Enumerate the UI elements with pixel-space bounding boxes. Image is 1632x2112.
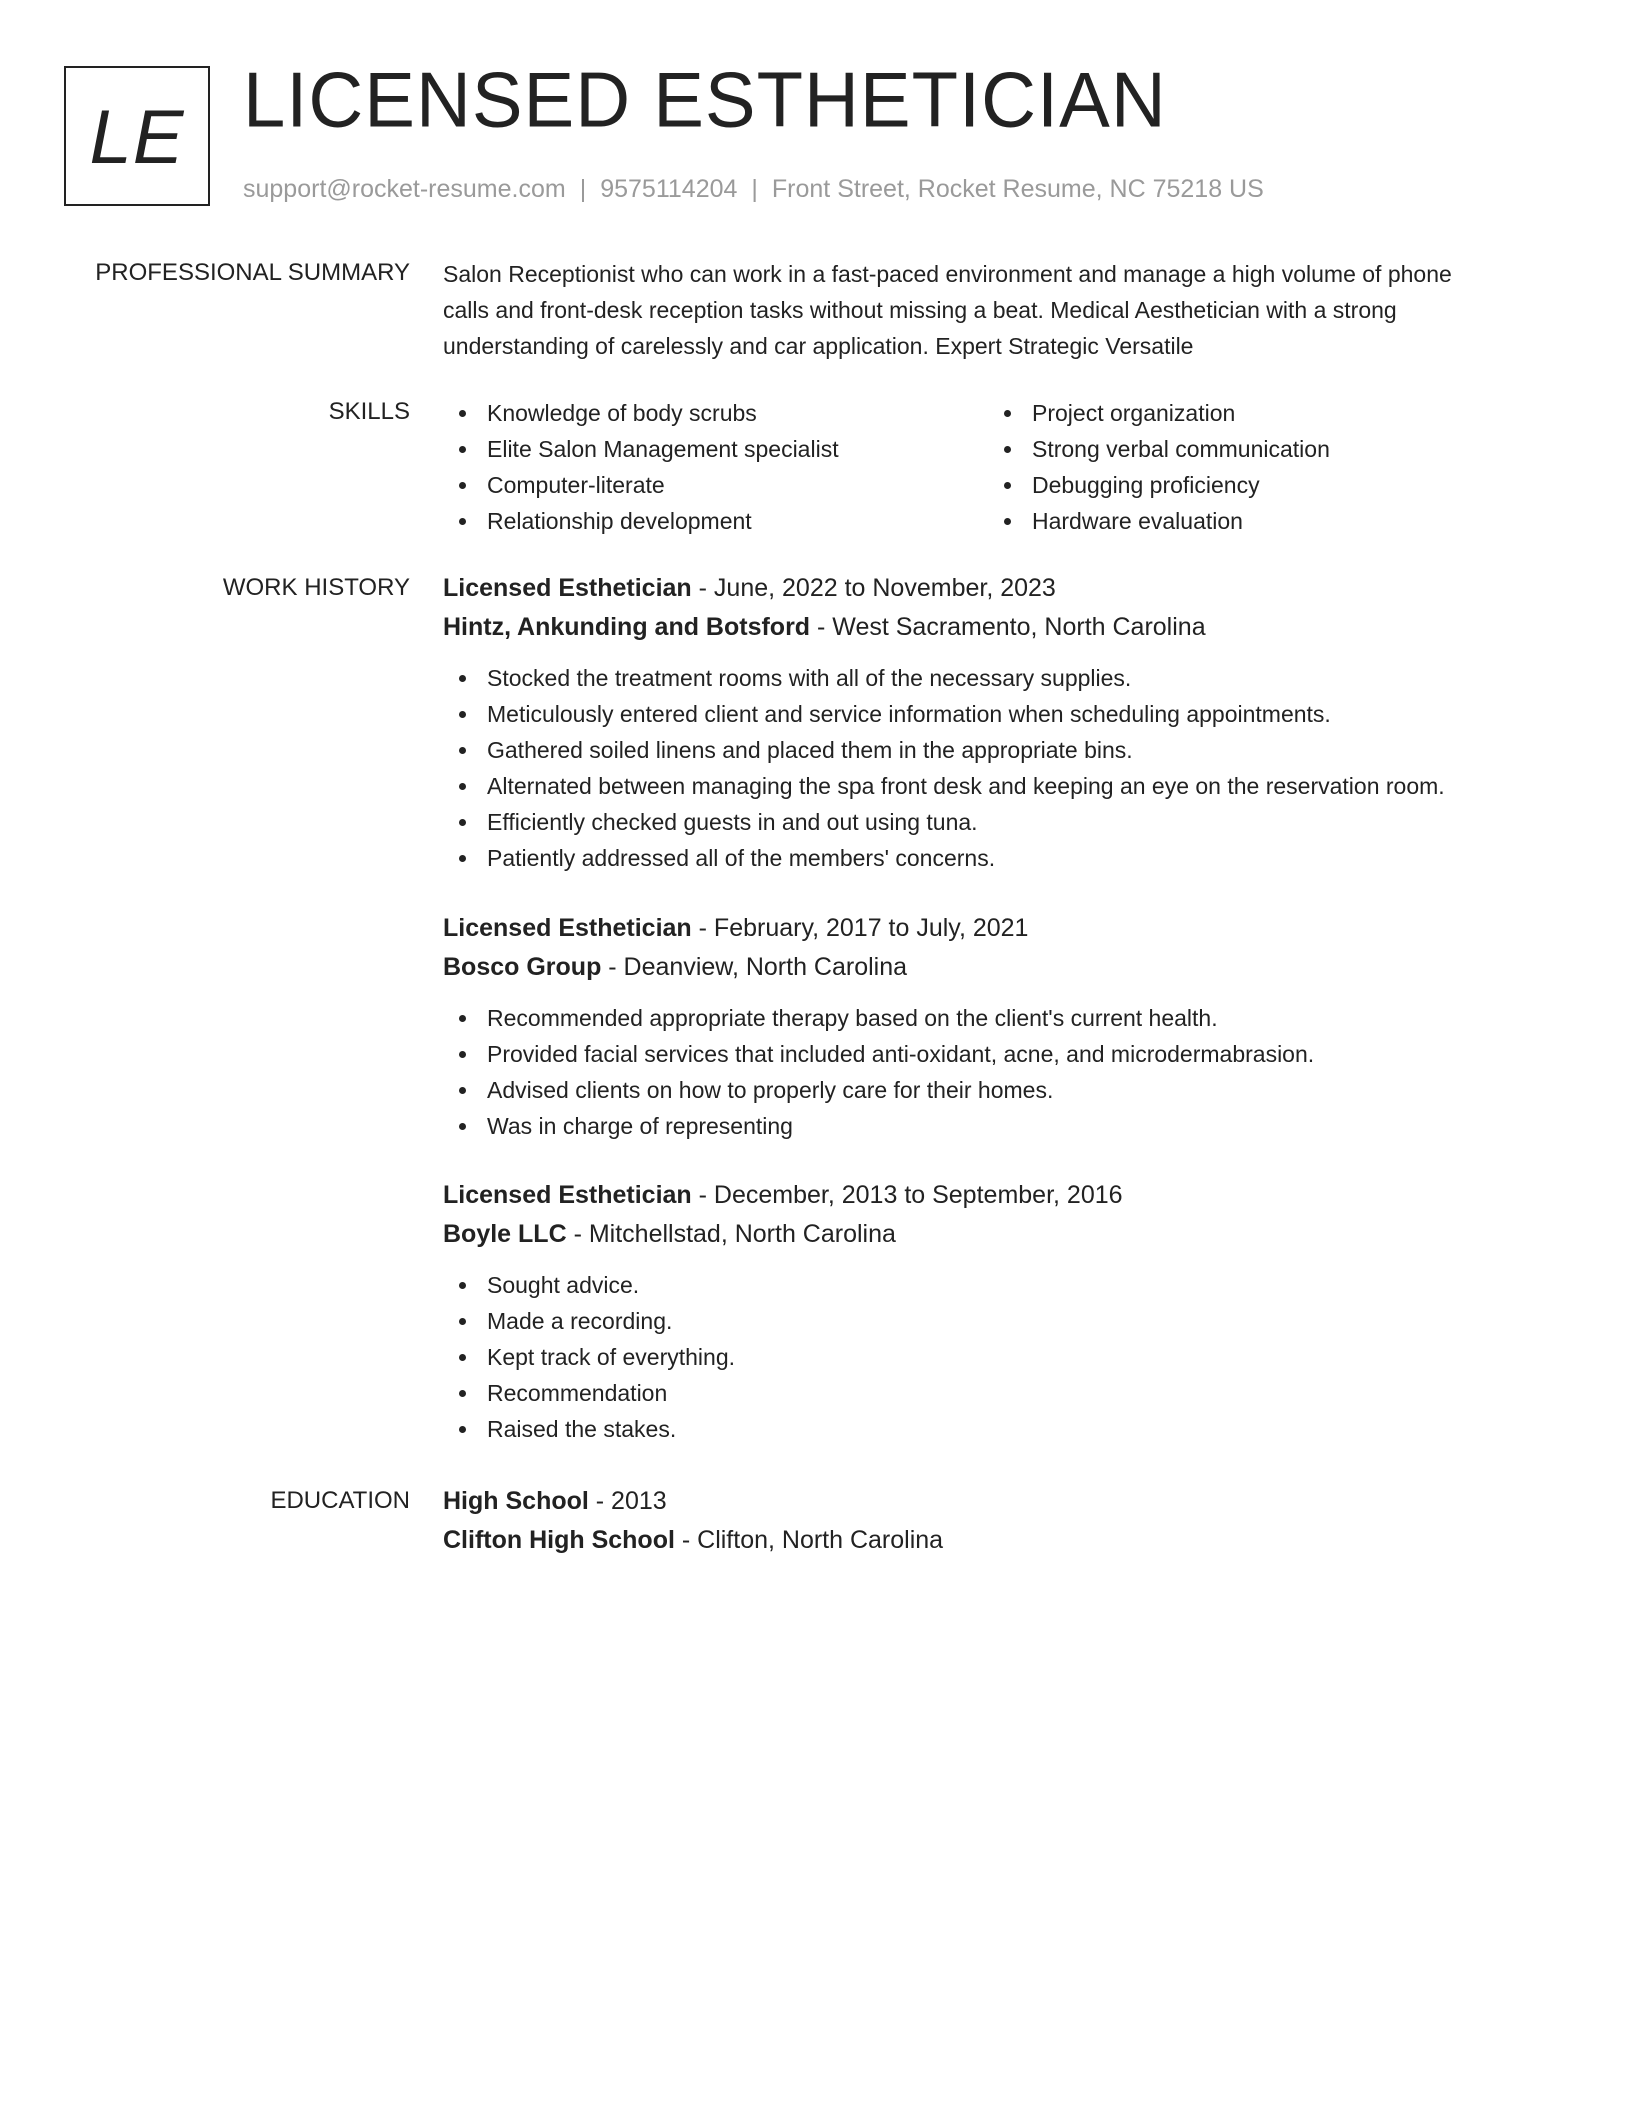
job-bullet: Gathered soiled linens and placed them in the appropriate bins. xyxy=(443,732,1533,768)
skills-content xyxy=(443,395,1533,539)
job-bullets xyxy=(443,1000,1533,1144)
education-entry xyxy=(443,1482,1533,1559)
job-company: Hintz, Ankunding and Botsford xyxy=(443,613,811,641)
education-degree-line xyxy=(443,1482,1533,1520)
skill-item: Project organization xyxy=(988,395,1533,431)
job-bullets xyxy=(443,1267,1533,1447)
job-company: Boyle LLC xyxy=(443,1220,567,1248)
page-title: LICENSED ESTHETICIAN xyxy=(243,57,1167,144)
skill-item: Strong verbal communication xyxy=(988,431,1533,467)
job-bullet: Recommended appropriate therapy based on the client's current health. xyxy=(443,1000,1533,1036)
job-company-line xyxy=(443,1215,1533,1253)
job-bullet: Recommendation xyxy=(443,1375,1533,1411)
education-location: - Clifton, North Carolina xyxy=(674,1526,944,1554)
job-bullets xyxy=(443,660,1533,876)
job-company: Bosco Group xyxy=(443,953,602,981)
skills-list-right xyxy=(988,395,1533,539)
summary-line: Salon Receptionist who can work in a fast-paced environment and manage a high volume of phone xyxy=(443,261,1452,287)
skill-item: Hardware evaluation xyxy=(988,503,1533,539)
job-bullet: Sought advice. xyxy=(443,1267,1533,1303)
skill-item: Knowledge of body scrubs xyxy=(443,395,988,431)
job-bullet: Raised the stakes. xyxy=(443,1411,1533,1447)
job-bullet: Provided facial services that included anti-oxidant, acne, and microdermabrasion. xyxy=(443,1036,1533,1072)
job-bullet: Advised clients on how to properly care for their homes. xyxy=(443,1072,1533,1108)
education-heading: EDUCATION xyxy=(270,1487,410,1514)
job-entry xyxy=(443,909,1533,1144)
job-company-line xyxy=(443,948,1533,986)
education-year: - 2013 xyxy=(588,1487,667,1515)
job-bullet: Efficiently checked guests in and out using tuna. xyxy=(443,804,1533,840)
contact-separator: | xyxy=(751,175,758,203)
job-bullet: Stocked the treatment rooms with all of the necessary supplies. xyxy=(443,660,1533,696)
job-company-line xyxy=(443,608,1533,646)
job-bullet: Meticulously entered client and service information when scheduling appointments. xyxy=(443,696,1533,732)
job-dates: - June, 2022 to November, 2023 xyxy=(691,574,1056,602)
job-title-line xyxy=(443,909,1533,947)
job-title-line xyxy=(443,569,1533,607)
summary-content xyxy=(443,256,1533,364)
skills-list-left xyxy=(443,395,988,539)
job-location: - Deanview, North Carolina xyxy=(601,953,908,981)
job-location: - Mitchellstad, North Carolina xyxy=(566,1220,896,1248)
job-dates: - February, 2017 to July, 2021 xyxy=(691,914,1029,942)
job-title: Licensed Esthetician xyxy=(443,914,692,942)
summary-line: understanding of carelessly and car application. Expert Strategic Versatile xyxy=(443,333,1194,359)
job-bullet: Kept track of everything. xyxy=(443,1339,1533,1375)
skill-item: Debugging proficiency xyxy=(988,467,1533,503)
job-bullet: Alternated between managing the spa front desk and keeping an eye on the reservation room. xyxy=(443,768,1533,804)
contact-phone: 9575114204 xyxy=(600,175,738,203)
education-degree: High School xyxy=(443,1487,589,1515)
monogram-initials: LE xyxy=(89,95,185,180)
work-history-heading: WORK HISTORY xyxy=(222,574,410,601)
contact-line xyxy=(243,172,1264,206)
job-entry xyxy=(443,1176,1533,1447)
summary-heading: PROFESSIONAL SUMMARY xyxy=(95,259,410,286)
job-bullet: Was in charge of representing xyxy=(443,1108,1533,1144)
skill-item: Computer-literate xyxy=(443,467,988,503)
job-title: Licensed Esthetician xyxy=(443,1181,692,1209)
skills-heading: SKILLS xyxy=(328,398,410,425)
job-title-line xyxy=(443,1176,1533,1214)
skill-item: Relationship development xyxy=(443,503,988,539)
education-school-line xyxy=(443,1521,1533,1559)
contact-separator: | xyxy=(579,175,587,203)
contact-email: support@rocket-resume.com xyxy=(243,175,566,203)
skill-item: Elite Salon Management specialist xyxy=(443,431,988,467)
monogram-box xyxy=(64,66,210,206)
job-entry xyxy=(443,569,1533,876)
education-school: Clifton High School xyxy=(443,1526,675,1554)
job-bullet: Patiently addressed all of the members' concerns. xyxy=(443,840,1533,876)
job-location: - West Sacramento, North Carolina xyxy=(810,613,1206,641)
contact-address: Front Street, Rocket Resume, NC 75218 US xyxy=(771,175,1264,203)
summary-line: calls and front-desk reception tasks without missing a beat. Medical Aesthetician with a strong xyxy=(443,297,1397,323)
job-title: Licensed Esthetician xyxy=(443,574,692,602)
job-bullet: Made a recording. xyxy=(443,1303,1533,1339)
job-dates: - December, 2013 to September, 2016 xyxy=(691,1181,1123,1209)
